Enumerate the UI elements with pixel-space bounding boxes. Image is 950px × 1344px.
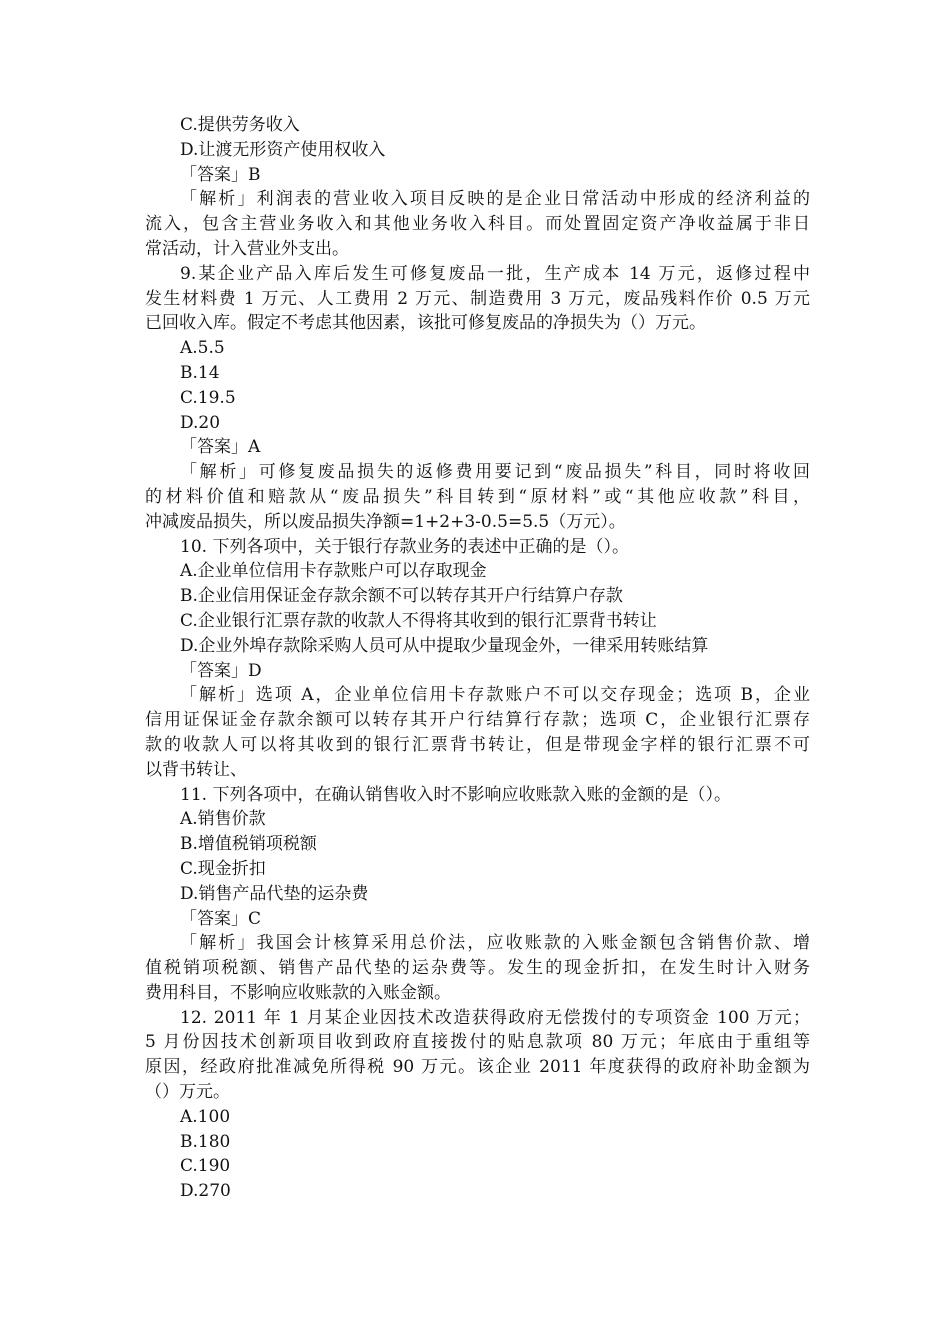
- text-line: 9.某企业产品入库后发生可修复废品一批，生产成本 14 万元，返修过程中: [180, 263, 810, 284]
- text-line: A.销售价款: [180, 809, 266, 830]
- text-line: 「答案」B: [180, 164, 261, 185]
- text-line: D.让渡无形资产使用权收入: [180, 139, 386, 160]
- text-line: 10. 下列各项中，关于银行存款业务的表述中正确的是（）。: [180, 536, 629, 557]
- text-line: 「解析」可修复废品损失的返修费用要记到“废品损失”科目，同时将收回: [180, 462, 810, 483]
- text-line: C.190: [180, 1156, 231, 1177]
- text-line: 冲减废品损失，所以废品损失净额=1+2+3-0.5=5.5（万元）。: [145, 511, 626, 532]
- text-line: 值税销项税额、销售产品代垫的运杂费等。发生的现金折扣，在发生时计入财务: [145, 958, 810, 979]
- text-line: 已回收入库。假定不考虑其他因素，该批可修复废品的净损失为（）万元。: [145, 313, 706, 334]
- text-line: C.19.5: [180, 387, 236, 408]
- text-line: 常活动，计入营业外支出。: [145, 238, 349, 259]
- text-line: C.企业银行汇票存款的收款人不得将其收到的银行汇票背书转让: [180, 610, 657, 631]
- text-line: A.企业单位信用卡存款账户可以存取现金: [180, 561, 487, 582]
- text-line: 发生材料费 1 万元、人工费用 2 万元、制造费用 3 万元，废品残料作价 0.5 万元: [145, 288, 810, 309]
- text-line: 12. 2011 年 1 月某企业因技术改造获得政府无偿拨付的专项资金 100 万元；: [180, 1007, 810, 1028]
- text-line: C.现金折扣: [180, 858, 266, 879]
- text-line: B.增值税销项税额: [180, 834, 317, 855]
- text-line: A.100: [180, 1106, 231, 1127]
- text-line: 「答案」A: [180, 437, 261, 458]
- text-line: 「答案」D: [180, 660, 262, 681]
- text-line: B.14: [180, 362, 220, 383]
- text-line: D.销售产品代垫的运杂费: [180, 883, 369, 904]
- text-line: 「答案」C: [180, 908, 262, 929]
- text-line: C.提供劳务收入: [180, 115, 300, 135]
- document-body: [145, 113, 810, 1204]
- text-line: （）万元。: [145, 1082, 230, 1103]
- text-line: D.20: [180, 412, 221, 433]
- text-line: 「解析」我国会计核算采用总价法，应收账款的入账金额包含销售价款、增: [180, 933, 810, 954]
- text-line: 「解析」选项 A，企业单位信用卡存款账户不可以交存现金；选项 B，企业: [180, 685, 810, 706]
- text-line: 的材料价值和赔款从“废品损失”科目转到“原材料”或“其他应收款”科目，: [145, 486, 810, 507]
- text-line: 5 月份因技术创新项目收到政府直接拨付的贴息款项 80 万元；年底由于重组等: [145, 1032, 810, 1053]
- text-line: B.180: [180, 1131, 231, 1152]
- text-line: 以背书转让、: [145, 759, 247, 780]
- text-line: A.5.5: [180, 338, 225, 359]
- text-line: 11. 下列各项中，在确认销售收入时不影响应收账款入账的金额的是（）。: [180, 784, 731, 805]
- text-line: 「解析」利润表的营业收入项目反映的是企业日常活动中形成的经济利益的: [180, 189, 810, 210]
- text-line: 流入，包含主营业务收入和其他业务收入科目。而处置固定资产净收益属于非日: [145, 214, 810, 235]
- text-line: D.企业外埠存款除采购人员可从中提取少量现金外，一律采用转账结算: [180, 635, 709, 656]
- text-line: 信用证保证金存款余额可以转存其开户行结算行存款；选项 C，企业银行汇票存: [145, 710, 810, 731]
- text-line: 原因，经政府批准减免所得税 90 万元。该企业 2011 年度获得的政府补助金额为: [145, 1057, 810, 1078]
- text-line: D.270: [180, 1181, 231, 1202]
- text-line: 款的收款人可以将其收到的银行汇票背书转让，但是带现金字样的银行汇票不可: [145, 734, 810, 755]
- text-line: B.企业信用保证金存款余额不可以转存其开户行结算户存款: [180, 586, 623, 607]
- text-line: 费用科目，不影响应收账款的入账金额。: [145, 982, 451, 1003]
